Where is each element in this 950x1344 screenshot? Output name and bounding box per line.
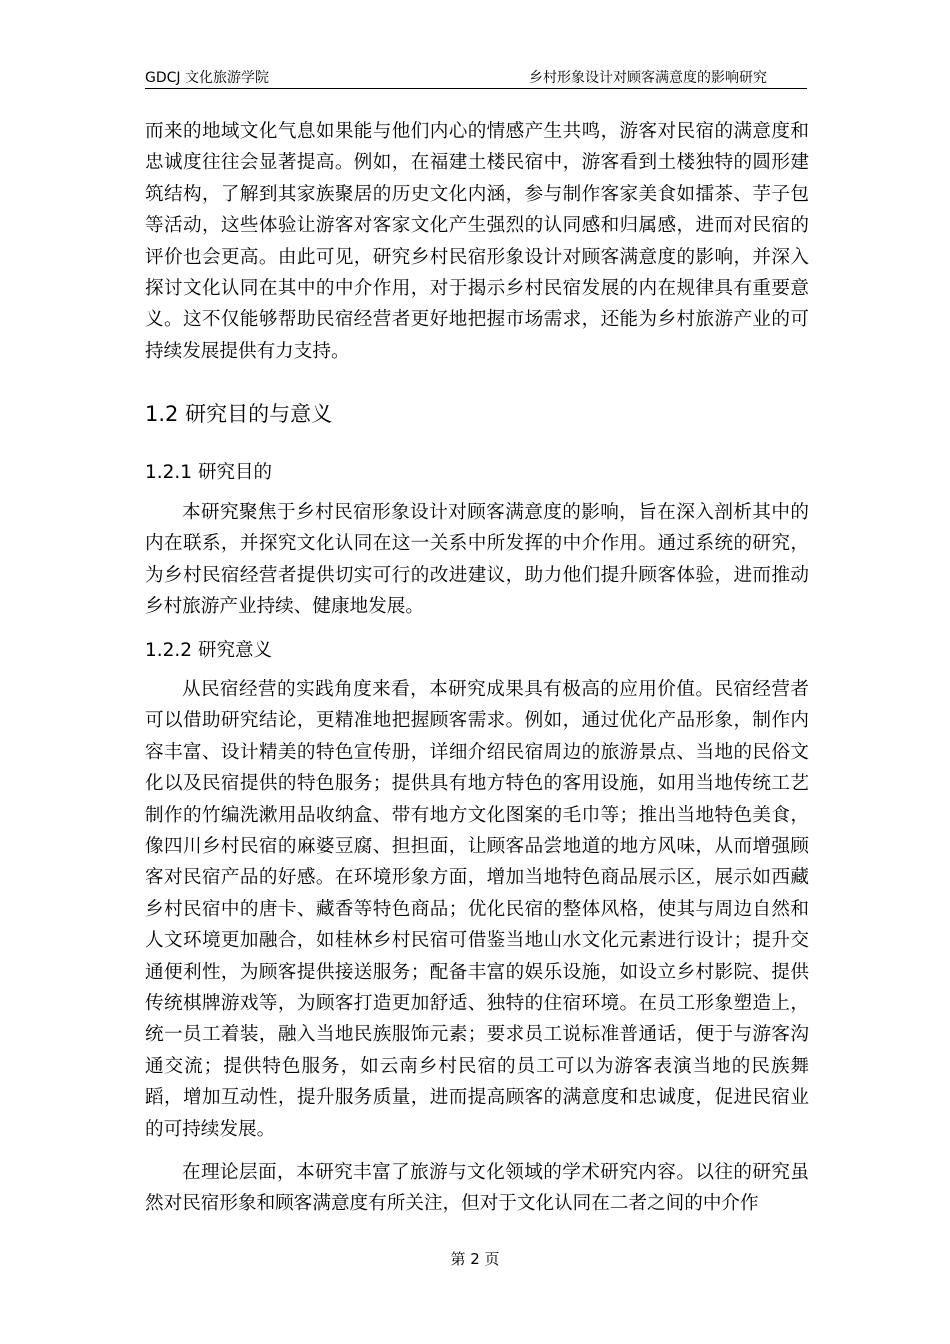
subsection-heading-1-2-2: 1.2.2 研究意义 bbox=[145, 640, 272, 661]
header-thesis-title: 乡村形象设计对顾客满意度的影响研究 bbox=[529, 70, 767, 86]
section-heading-1-2: 1.2 研究目的与意义 bbox=[145, 402, 333, 426]
paragraph-continued: 而来的地域文化气息如果能与他们内心的情感产生共鸣，游客对民宿的满意度和忠诚度往往会显著提高。例如，在福建土楼民宿中，游客看到土楼独特的圆形建筑结构，了解到其家族聚居的历史文化内涵，参与制作客家美食如擂茶、芋子包等活动，这些体验让游客对客家文化产生强烈的认同感和归属感，进而对民宿的评价也会更高。由此可见，研究乡村民宿形象设计对顾客满意度的影响，并深入探讨文化认同在其中的中介作用，对于揭示乡村民宿发展的内在规律具有重要意义。这不仅能够帮助民宿经营者更好地把握市场需求，还能为乡村旅游产业的可持续发展提供有力支持。 bbox=[145, 121, 809, 362]
page-number: 第 2 页 bbox=[450, 1250, 500, 1268]
paragraph-theory: 在理论层面，本研究丰富了旅游与文化领域的学术研究内容。以往的研究虽然对民宿形象和顾客满意度有所关注，但对于文化认同在二者之间的中介作 bbox=[145, 1162, 809, 1215]
paragraph-practice: 从民宿经营的实践角度来看，本研究成果具有极高的应用价值。民宿经营者可以借助研究结论，更精准地把握顾客需求。例如，通过优化产品形象，制作内容丰富、设计精美的特色宣传册，详细介绍民宿周边的旅游景点、当地的民俗文化以及民宿提供的特色服务；提供具有地方特色的客用设施，如用当地传统工艺制作的竹编洗漱用品收纳盒、带有地方文化图案的毛巾等；推出当地特色美食，像四川乡村民宿的麻婆豆腐、担担面，让顾客品尝地道的地方风味，从而增强顾客对民宿产品的好感。在环境形象方面，增加当地特色商品展示区，展示如西藏乡村民宿中的唐卡、藏香等特色商品；优化民宿的整体风格，使其与周边自然和人文环境更加融合，如桂林乡村民宿可借鉴当地山水文化元素进行设计；提升交通便利性，为顾客提供接送服务；配备丰富的娱乐设施，如设立乡村影院、提供传统棋牌游戏等，为顾客打造更加舒适、独特的住宿环境。在员工形象塑造上，统一员工着装，融入当地民族服饰元素；要求员工说标准普通话，便于与游客沟通交流；提供特色服务，如云南乡村民宿的员工可以为游客表演当地的民族舞蹈，增加互动性，提升服务质量，进而提高顾客的满意度和忠诚度，促进民宿业的可持续发展。 bbox=[145, 679, 809, 1140]
paragraph-purpose: 本研究聚焦于乡村民宿形象设计对顾客满意度的影响，旨在深入剖析其中的内在联系，并探究文化认同在这一关系中所发挥的中介作用。通过系统的研究，为乡村民宿经营者提供切实可行的改进建议，助力他们提升顾客体验，进而推动乡村旅游产业持续、健康地发展。 bbox=[145, 502, 809, 618]
page-header bbox=[145, 66, 807, 89]
subsection-heading-1-2-1: 1.2.1 研究目的 bbox=[145, 462, 272, 483]
header-institution: GDCJ 文化旅游学院 bbox=[145, 70, 269, 86]
